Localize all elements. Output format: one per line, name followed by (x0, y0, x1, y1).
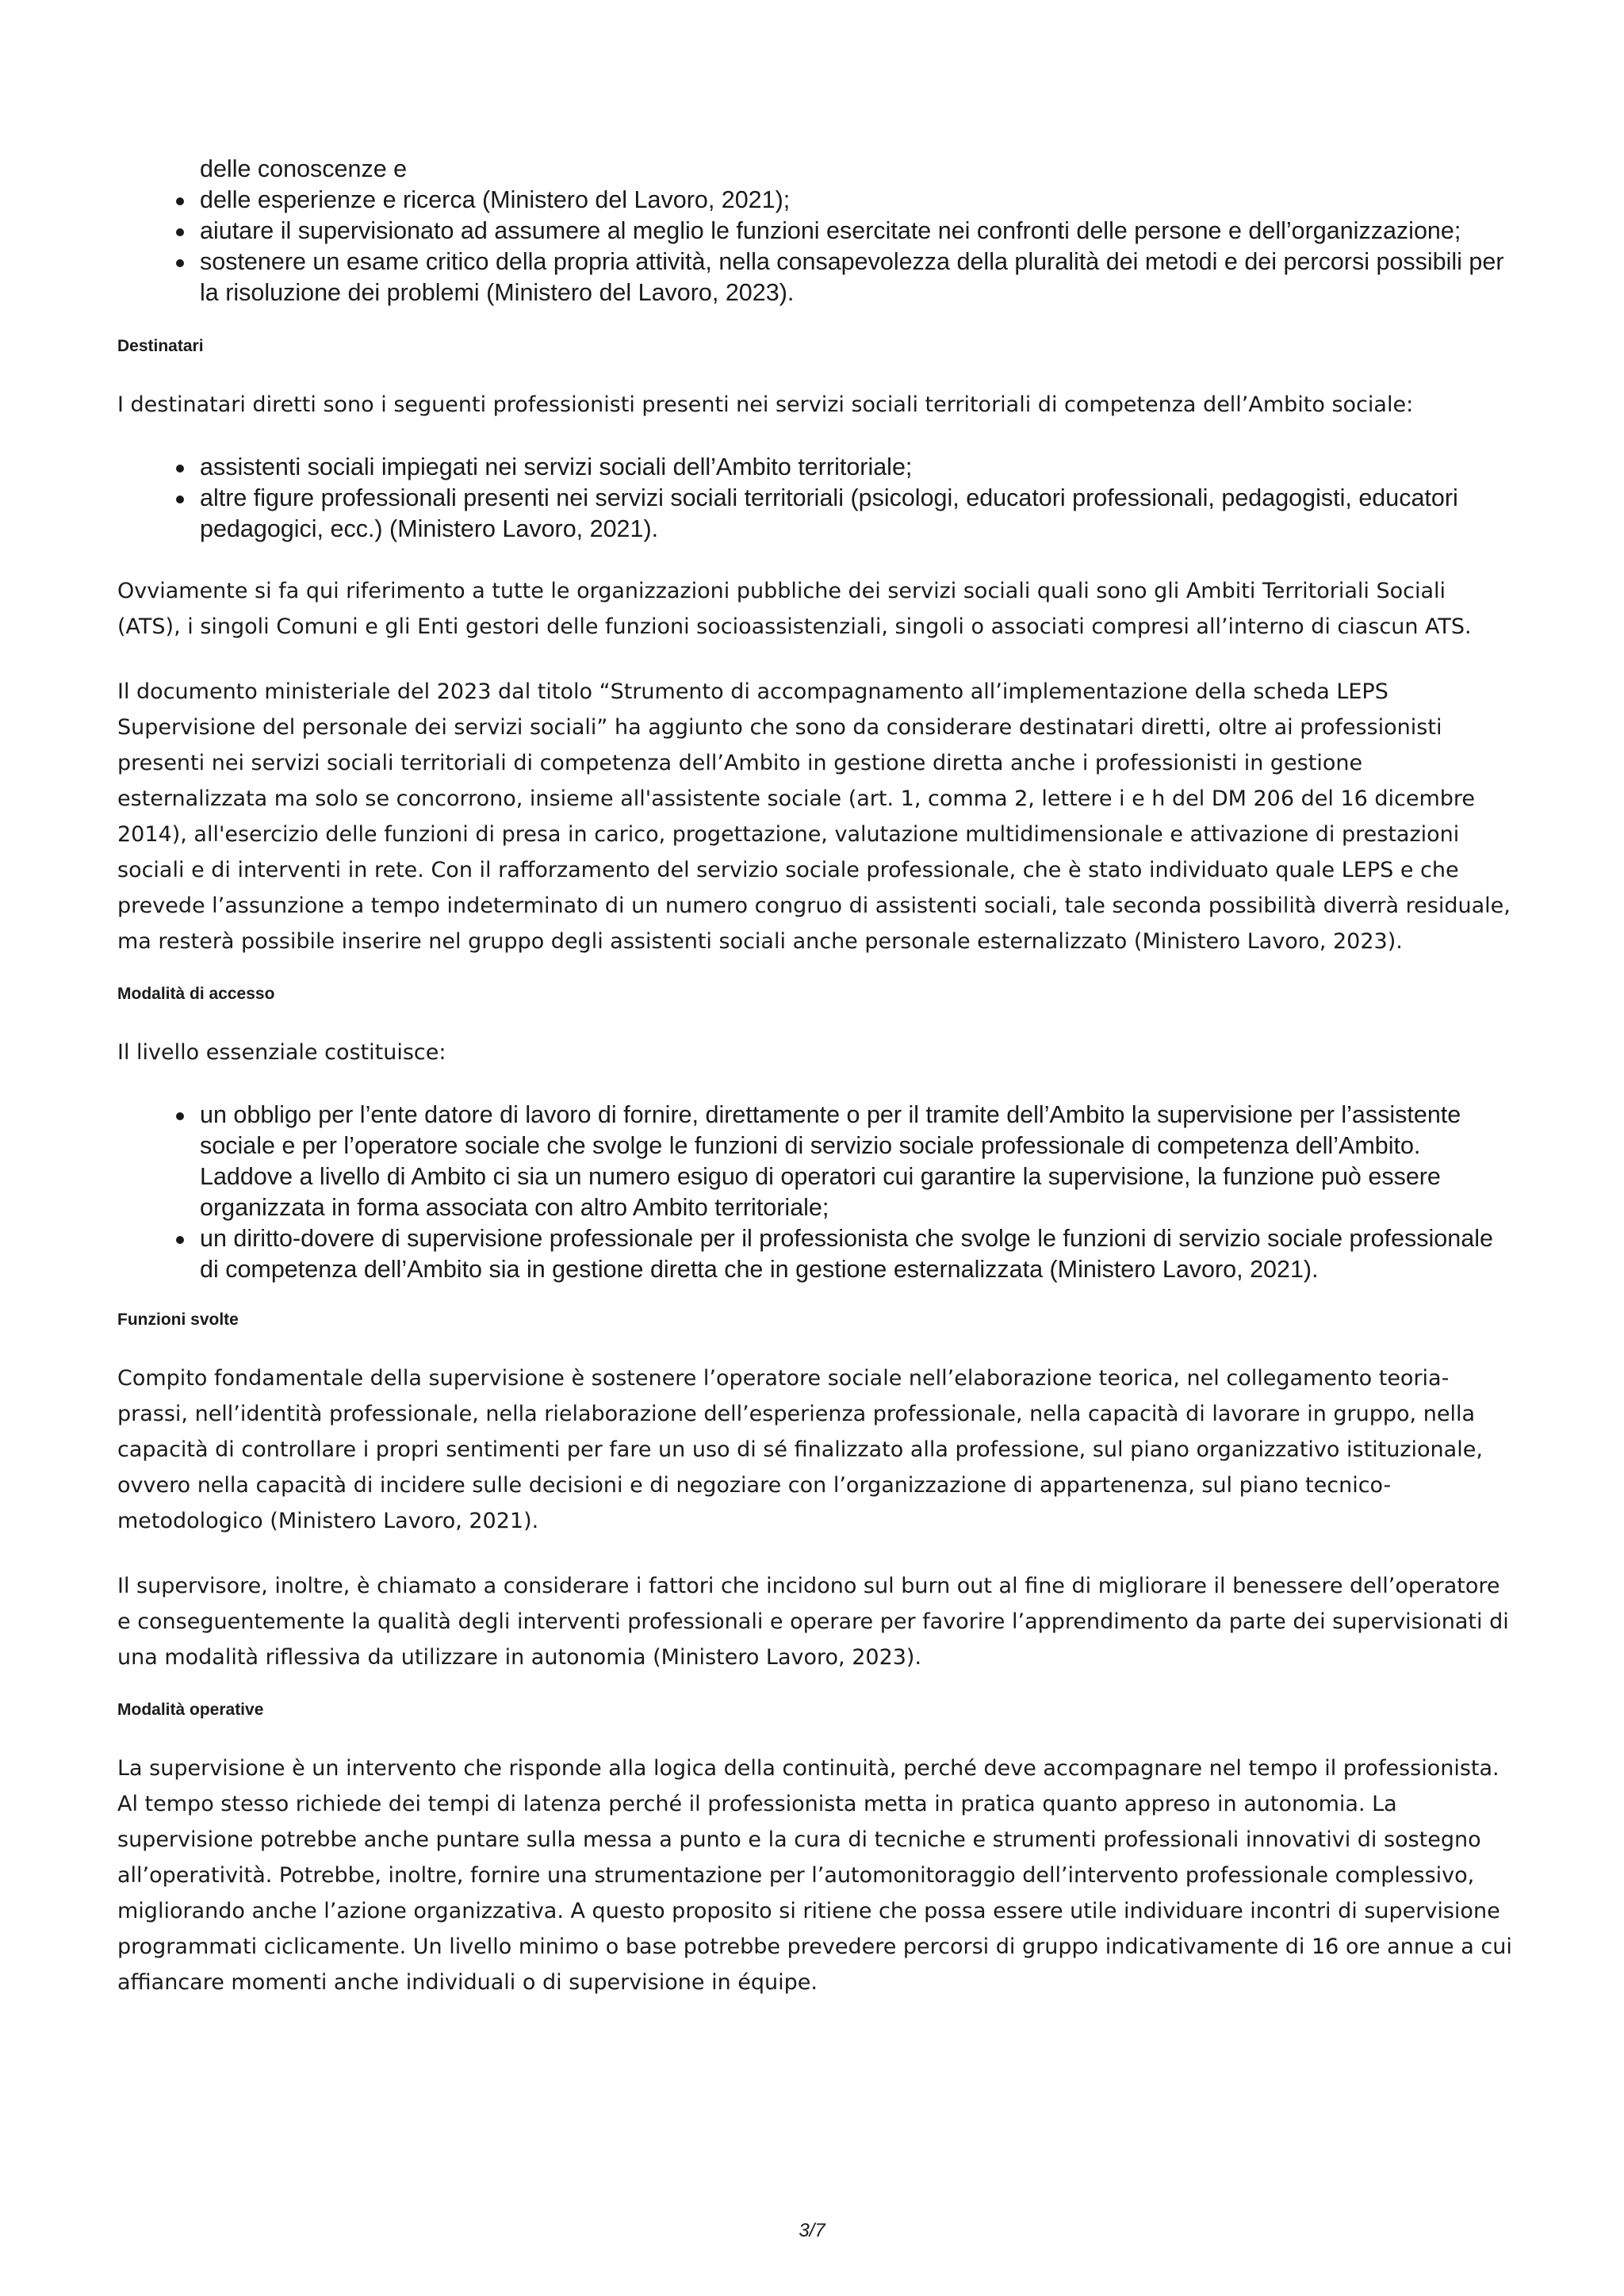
bullet-icon (176, 1236, 184, 1244)
list-item: delle esperienze e ricerca (Ministero del Lavoro, 2021); (200, 185, 1513, 216)
bullet-icon (176, 259, 184, 267)
list-item: altre figure professionali presenti nei servizi sociali territoriali (psicologi, educatori professionali, pedagogisti, educatori pedagogici, ecc.) (Ministero Lavoro, 2021). (200, 483, 1513, 545)
bullet-icon (176, 496, 184, 503)
bullet-icon (176, 197, 184, 205)
destinatari-paragraph-2: Il documento ministeriale del 2023 dal titolo “Strumento di accompagnamento all’implementazione della scheda LEPS Supervisione del personale dei servizi sociali” ha aggiunto che sono da considerare destinatari diretti, oltre ai professionisti presenti nei servizi sociali territoriali di competenza dell’Ambito in gestione diretta anche i professionisti in gestione esternalizzata ma solo se concorrono, insieme all'assistente sociale (art. 1, comma 2, lettere i e h del DM 206 del 16 dicembre 2014), all'esercizio delle funzioni di presa in carico, progettazione, valutazione multidimensionale e attivazione di prestazioni sociali e di interventi in rete. Con il rafforzamento del servizio sociale professionale, che è stato individuato quale LEPS e che prevede l’assunzione a tempo indeterminato di un numero congruo di assistenti sociali, tale seconda possibilità diverrà residuale, ma resterà possibile inserire nel gruppo degli assistenti sociali anche personale esternalizzato (Ministero Lavoro, 2023). (117, 679, 1511, 954)
section-heading-funzioni-svolte: Funzioni svolte (117, 1311, 239, 1329)
bullet-icon (176, 228, 184, 236)
document-page (117, 151, 1513, 2000)
top-bullet-list (117, 154, 1513, 308)
bullet-icon (176, 1112, 184, 1120)
bullet-icon (176, 465, 184, 473)
section-heading-destinatari: Destinatari (117, 337, 204, 355)
funzioni-paragraph-2: Il supervisore, inoltre, è chiamato a considerare i fattori che incidono sul burn out al fine di migliorare il benessere dell’operatore e conseguentemente la qualità degli interventi professionali e operare per favorire l’apprendimento da parte dei supervisionati di una modalità riflessiva da utilizzare in autonomia (Ministero Lavoro, 2023). (117, 1574, 1509, 1670)
list-item: un obbligo per l’ente datore di lavoro di fornire, direttamente o per il tramite dell’Ambito la supervisione per l’assistente sociale e per l’operatore sociale che svolge le funzioni di servizio sociale professionale di competenza dell’Ambito. Laddove a livello di Ambito ci sia un numero esiguo di operatori cui garantire la supervisione, la funzione può essere organizzata in forma associata con altro Ambito territoriale; (200, 1100, 1513, 1223)
operative-paragraph-1: La supervisione è un intervento che risponde alla logica della continuità, perché deve accompagnare nel tempo il professionista. Al tempo stesso richiede dei tempi di latenza perché il professionista metta in pratica quanto appreso in autonomia. La supervisione potrebbe anche puntare sulla messa a punto e la cura di tecniche e strumenti professionali innovativi di sostegno all’operatività. Potrebbe, inoltre, fornire una strumentazione per l’automonitoraggio dell’intervento professionale complessivo, migliorando anche l’azione organizzativa. A questo proposito si ritiene che possa essere utile individuare incontri di supervisione programmati ciclicamente. Un livello minimo o base potrebbe prevedere percorsi di gruppo indicativamente di 16 ore annue a cui affiancare momenti anche individuali o di supervisione in équipe. (117, 1756, 1512, 1995)
list-continuation-text: delle conoscenze e (200, 155, 408, 182)
destinatari-paragraph-1: Ovviamente si fa qui riferimento a tutte le organizzazioni pubbliche dei servizi sociali quali sono gli Ambiti Territoriali Sociali (ATS), i singoli Comuni e gli Enti gestori delle funzioni socioassistenziali, singoli o associati compresi all’interno di ciascun ATS. (117, 579, 1472, 639)
section-heading-modalita-operative: Modalità operative (117, 1701, 264, 1719)
list-item: assistenti sociali impiegati nei servizi sociali dell’Ambito territoriale; (200, 452, 1513, 483)
list-item: aiutare il supervisionato ad assumere al meglio le funzioni esercitate nei confronti delle persone e dell’organizzazione; (200, 216, 1513, 247)
list-item: sostenere un esame critico della propria attività, nella consapevolezza della pluralità dei metodi e dei percorsi possibili per la risoluzione dei problemi (Ministero del Lavoro, 2023). (200, 247, 1513, 308)
destinatari-intro: I destinatari diretti sono i seguenti professionisti presenti nei servizi sociali territoriali di competenza dell’Ambito sociale: (117, 392, 1414, 417)
accesso-list (117, 1100, 1513, 1285)
funzioni-paragraph-1: Compito fondamentale della supervisione è sostenere l’operatore sociale nell’elaborazione teorica, nel collegamento teoria-prassi, nell’identità professionale, nella rielaborazione dell’esperienza professionale, nella capacità di lavorare in gruppo, nella capacità di controllare i propri sentimenti per fare un uso di sé finalizzato alla professione, sul piano organizzativo istituzionale, ovvero nella capacità di incidere sulle decisioni e di negoziare con l’organizzazione di appartenenza, sul piano tecnico-metodologico (Ministero Lavoro, 2021). (117, 1366, 1483, 1533)
accesso-intro: Il livello essenziale costituisce: (117, 1040, 446, 1065)
list-item: un diritto-dovere di supervisione professionale per il professionista che svolge le funzioni di servizio sociale professionale di competenza dell’Ambito sia in gestione diretta che in gestione esternalizzata (Ministero Lavoro, 2021). (200, 1223, 1513, 1285)
section-heading-modalita-accesso: Modalità di accesso (117, 985, 275, 1003)
destinatari-list (117, 452, 1513, 545)
page-number: 3/7 (799, 2220, 825, 2241)
